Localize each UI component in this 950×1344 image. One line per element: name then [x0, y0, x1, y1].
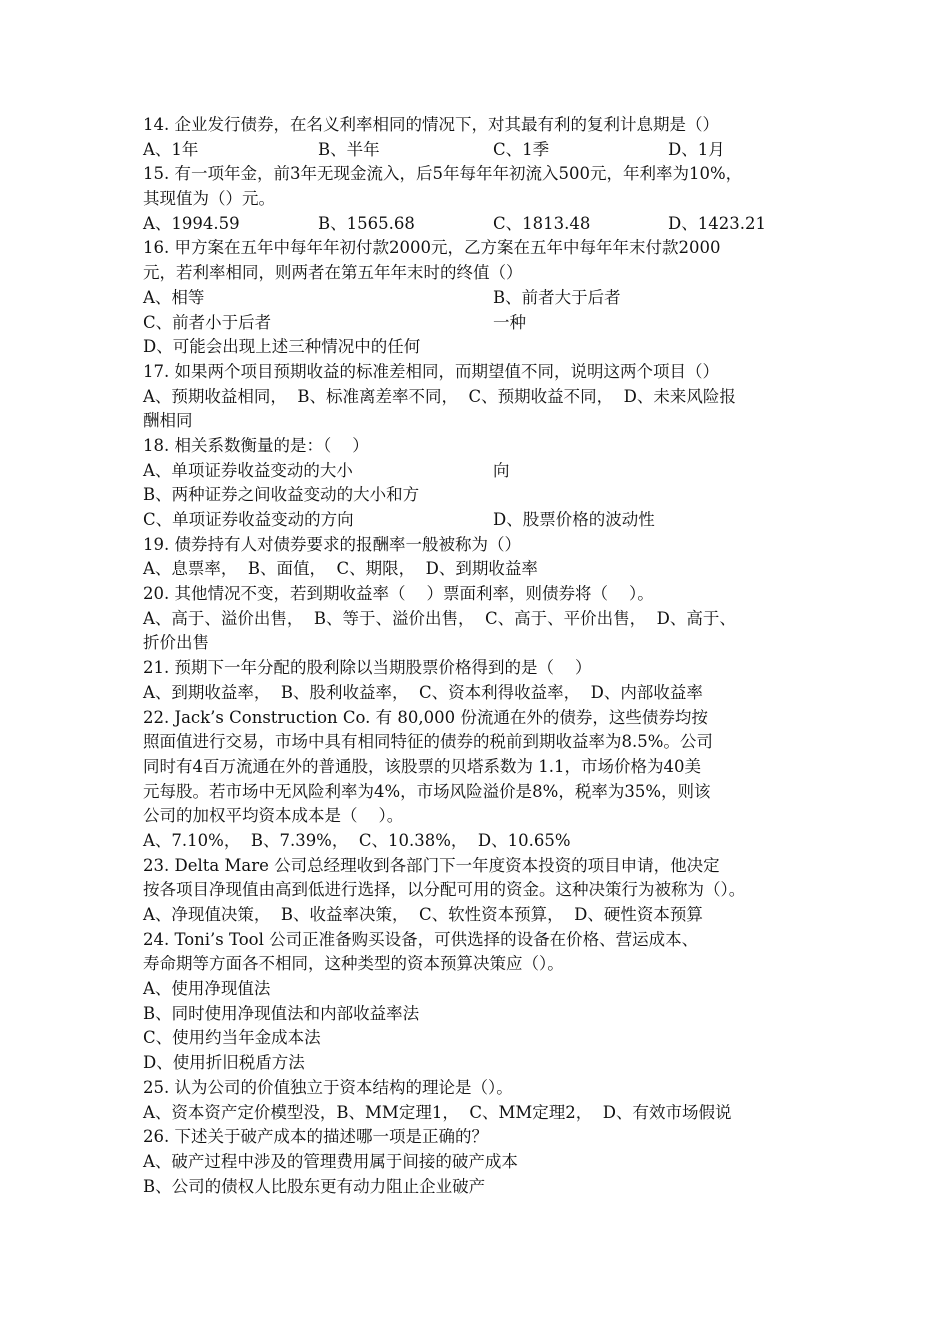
option-row: [143, 286, 823, 311]
text-line: C、使用约当年金成本法: [143, 1028, 321, 1048]
text-line: A、预期收益相同， B、标准离差率不同， C、预期收益不同， D、未来风险报: [143, 386, 736, 406]
text-line: 20. 其他情况不变，若到期收益率（ ）票面利率，则债券将（ ）。: [143, 584, 654, 604]
question-list: [143, 113, 823, 1199]
option-text: C、前者小于后者: [143, 312, 272, 332]
option-text: 一种: [493, 312, 526, 332]
text-line: A、净现值决策， B、收益率决策， C、软性资本预算， D、硬性资本预算: [143, 905, 703, 924]
option-row: [143, 212, 823, 237]
option-text: D、1423.21: [668, 213, 766, 233]
text-line: B、同时使用净现值法和内部收益率法: [143, 1003, 420, 1023]
option-text: C、1季: [493, 139, 550, 159]
text-line: 公司的加权平均资本成本是（ ）。: [143, 806, 404, 826]
text-line: 18. 相关系数衡量的是：（ ）: [143, 435, 369, 455]
text-line: D、使用折旧税盾方法: [143, 1053, 305, 1073]
option-text: B、前者大于后者: [493, 287, 621, 307]
text-line: 24. Toni’s Tool 公司正准备购买设备，可供选择的设备在价格、营运成本、: [143, 929, 699, 949]
text-line: 26. 下述关于破产成本的描述哪一项是正确的？: [143, 1127, 488, 1147]
text-line: B、公司的债权人比股东更有动力阻止企业破产: [143, 1176, 486, 1196]
text-line: 折价出售: [143, 633, 209, 653]
text-line: A、使用净现值法: [143, 979, 271, 999]
text-line: 按各项目净现值由高到低进行选择，以分配可用的资金。这种决策行为被称为（）。: [143, 880, 746, 900]
option-text: B、1565.68: [318, 213, 415, 233]
text-line: 21. 预期下一年分配的股利除以当期股票价格得到的是（ ）: [143, 658, 592, 678]
text-line: A、破产过程中涉及的管理费用属于间接的破产成本: [143, 1151, 518, 1171]
text-line: B、两种证券之间收益变动的大小和方: [143, 485, 420, 505]
text-line: 寿命期等方面各不相同，这种类型的资本预算决策应（）。: [143, 954, 564, 974]
option-text: A、1年: [143, 139, 199, 159]
option-text: B、半年: [318, 139, 380, 159]
text-line: 酬相同: [143, 411, 193, 431]
text-line: 15. 有一项年金，前3年无现金流入，后5年每年年初流入500元，年利率为10%，: [143, 164, 743, 184]
text-line: 16. 甲方案在五年中每年年初付款2000元，乙方案在五年中每年年末付款2000: [143, 238, 721, 258]
text-line: D、可能会出现上述三种情况中的任何: [143, 337, 421, 357]
option-row: [143, 508, 823, 533]
option-text: A、1994.59: [143, 213, 240, 233]
option-text: D、股票价格的波动性: [493, 510, 655, 529]
text-line: 14. 企业发行债券，在名义利率相同的情况下，对其最有利的复利计息期是（）: [143, 115, 719, 134]
option-text: D、1月: [668, 139, 725, 159]
text-line: A、高于、溢价出售， B、等于、溢价出售， C、高于、平价出售， D、高于、: [143, 608, 736, 628]
text-line: 元每股。若市场中无风险利率为4%，市场风险溢价是8%，税率为35%，则该: [143, 781, 711, 801]
text-line: A、7.10%， B、7.39%， C、10.38%， D、10.65%: [143, 830, 571, 850]
text-line: A、息票率， B、面值， C、期限， D、到期收益率: [143, 559, 538, 579]
text-line: 元，若利率相同，则两者在第五年年末时的终值（）: [143, 263, 523, 283]
option-text: 向: [493, 460, 510, 480]
option-text: C、1813.48: [493, 213, 591, 233]
text-line: A、到期收益率， B、股利收益率， C、资本利得收益率， D、内部收益率: [143, 682, 703, 702]
text-line: A、资本资产定价模型没，B、MM定理1， C、MM定理2， D、有效市场假说: [143, 1102, 732, 1122]
text-line: 17. 如果两个项目预期收益的标准差相同，而期望值不同，说明这两个项目（）: [143, 361, 719, 381]
text-line: 照面值进行交易，市场中具有相同特征的债券的税前到期收益率为8.5%。公司: [143, 732, 713, 752]
option-row: [143, 311, 823, 336]
option-text: A、相等: [143, 287, 205, 307]
text-line: 19. 债券持有人对债券要求的报酬率一般被称为（）: [143, 534, 521, 554]
option-text: C、单项证券收益变动的方向: [143, 510, 354, 529]
text-line: 22. Jack’s Construction Co. 有 80,000 份流通在外的债券，这些债券均按: [143, 707, 708, 727]
option-text: A、单项证券收益变动的大小: [143, 460, 353, 480]
option-row: [143, 459, 823, 484]
option-row: [143, 138, 823, 163]
text-line: 其现值为（）元。: [143, 189, 275, 209]
text-line: 23. Delta Mare 公司总经理收到各部门下一年度资本投资的项目申请，他决定: [143, 855, 720, 875]
text-line: 25. 认为公司的价值独立于资本结构的理论是（）。: [143, 1077, 513, 1097]
text-line: 同时有4百万流通在外的普通股，该股票的贝塔系数为 1.1，市场价格为40美: [143, 756, 701, 776]
